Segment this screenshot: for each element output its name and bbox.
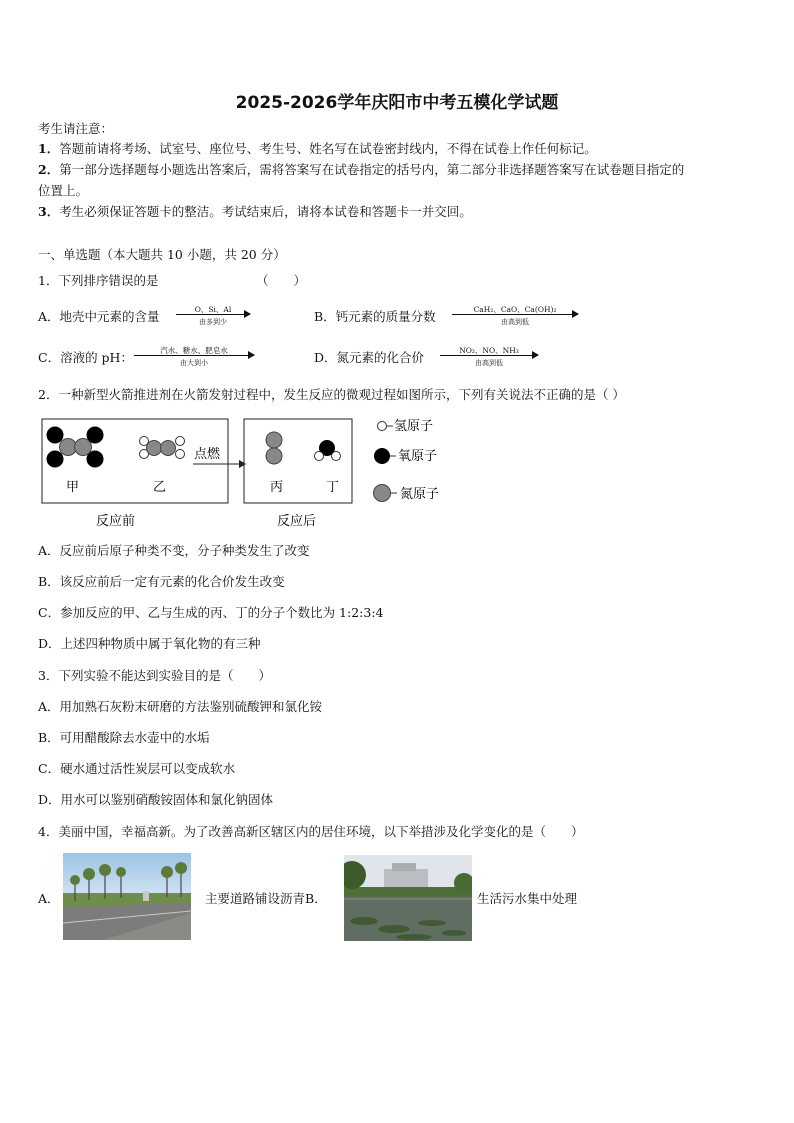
molecule-yi: [140, 437, 185, 459]
q1-option-b: B．钙元素的质量分数: [314, 309, 436, 324]
notice-item-2: 2．第一部分选择题每小题选出答案后，需将答案写在试卷指定的括号内，第二部分非选择题答案写在试卷题目指定的: [38, 162, 685, 177]
molecule-jia: [47, 427, 103, 467]
label-before: 反应前: [96, 514, 136, 529]
label-yi: 乙: [153, 480, 167, 495]
q3-option-b: B．可用醋酸除去水壶中的水垢: [38, 730, 210, 745]
molecule-ding: [315, 441, 341, 461]
q2-option-c: C．参加反应的甲、乙与生成的丙、丁的分子个数比为 1:2:3:4: [38, 605, 384, 620]
q1-stem: 1．下列排序错误的是: [38, 273, 159, 288]
molecule-bing: [266, 432, 282, 464]
q4-option-a-text: 主要道路铺设沥青B．: [205, 891, 327, 906]
q4-option-b-text: 生活污水集中处理: [477, 891, 578, 906]
q4-option-a-label: A．: [38, 891, 60, 906]
road-photo: [63, 853, 191, 940]
q3-option-a: A．用加熟石灰粉末研磨的方法鉴别硫酸钾和氯化铵: [38, 699, 323, 714]
section-heading: 一、单选题（本大题共 10 小题，共 20 分）: [38, 247, 286, 262]
notice-item-3: 3．考生必须保证答题卡的整洁。考试结束后，请将本试卷和答题卡一并交回。: [38, 204, 472, 219]
legend-oxygen: [375, 449, 438, 465]
svg-text:氢原子: 氢原子: [394, 419, 434, 434]
label-bing: 丙: [270, 480, 284, 495]
q2-reaction-diagram: [38, 412, 458, 534]
q2-option-a: A．反应前后原子种类不变，分子种类发生了改变: [38, 543, 310, 558]
q3-stem: 3．下列实验不能达到实验目的是（ ）: [38, 668, 271, 683]
page-title: 2025-2026学年庆阳市中考五模化学试题: [235, 93, 559, 113]
notice-heading: 考生请注意：: [38, 121, 114, 136]
q4-stem: 4．美丽中国，幸福高新。为了改善高新区辖区内的居住环境，以下举措涉及化学变化的是（ ）: [38, 824, 584, 839]
label-after: 反应后: [277, 514, 317, 529]
svg-text:氮原子: 氮原子: [400, 487, 440, 502]
q3-option-d: D．用水可以鉴别硝酸铵固体和氯化钠固体: [38, 792, 274, 807]
notice-item-1: 1．答题前请将考场、试室号、座位号、考生号、姓名写在试卷密封线内，不得在试卷上作任何标记。: [38, 141, 597, 156]
q1-option-a: A．地壳中元素的含量: [38, 309, 160, 324]
label-condition: 点燃: [194, 447, 221, 462]
pond-photo: [344, 855, 472, 941]
label-ding: 丁: [326, 480, 340, 495]
q2-option-d: D．上述四种物质中属于氧化物的有三种: [38, 636, 261, 651]
q1-option-c: C．溶液的 pH：: [38, 350, 133, 365]
q2-stem: 2．一种新型火箭推进剂在火箭发射过程中，发生反应的微观过程如图所示，下列有关说法不正确的是（ ）: [38, 387, 625, 402]
legend-nitrogen: [374, 485, 440, 503]
svg-text:氧原子: 氧原子: [398, 449, 438, 464]
q2-option-b: B．该反应前后一定有元素的化合价发生改变: [38, 574, 285, 589]
q1-option-d: D．氮元素的化合价: [314, 350, 425, 365]
q1-answer-paren: （ ）: [256, 273, 307, 288]
notice-item-2-cont: 位置上。: [38, 183, 89, 198]
q3-option-c: C．硬水通过活性炭层可以变成软水: [38, 761, 236, 776]
legend-hydrogen: [378, 419, 434, 434]
label-jia: 甲: [66, 480, 80, 495]
